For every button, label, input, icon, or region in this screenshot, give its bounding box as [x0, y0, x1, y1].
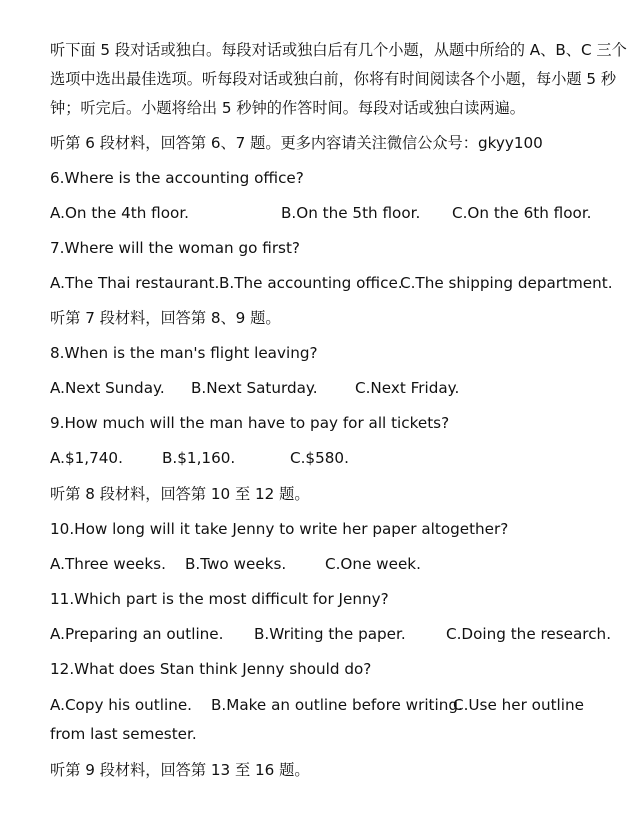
section-9-heading: 听第 9 段材料，回答第 13 至 16 题。 — [50, 761, 310, 779]
option-b: B.Writing the paper. — [254, 625, 406, 643]
question-7-options — [0, 273, 640, 293]
question-9: 9.How much will the man have to pay for all tickets? — [50, 414, 450, 432]
option-c: C.Use her outline — [453, 696, 584, 714]
question-12-options — [0, 695, 640, 715]
question-6: 6.Where is the accounting office? — [50, 169, 304, 187]
question-10-options — [0, 554, 640, 574]
option-c: C.One week. — [325, 555, 421, 573]
option-c: C.Next Friday. — [355, 379, 460, 397]
section-6-heading: 听第 6 段材料，回答第 6、7 题。更多内容请关注微信公众号：gkyy100 — [50, 134, 543, 152]
question-9-options — [0, 448, 640, 468]
instructions-line-3: 钟；听完后。小题将给出 5 秒钟的作答时间。每段对话或独白读两遍。 — [50, 99, 525, 117]
option-a: A.On the 4th floor. — [50, 204, 190, 222]
option-b: B.Two weeks. — [185, 555, 287, 573]
option-c: C.$580. — [290, 449, 349, 467]
option-b: B.Make an outline before writing. — [211, 696, 463, 714]
instructions-line-2: 选项中选出最佳选项。听每段对话或独白前，你将有时间阅读各个小题，每小题 5 秒 — [50, 70, 617, 88]
option-a: A.$1,740. — [50, 449, 123, 467]
question-12-option-c-continued: from last semester. — [50, 725, 197, 743]
instructions-line-1: 听下面 5 段对话或独白。每段对话或独白后有几个小题，从题中所给的 A、B、C 三个 — [50, 41, 627, 59]
option-c: C.Doing the research. — [446, 625, 612, 643]
option-b: B.Next Saturday. — [191, 379, 318, 397]
section-8-heading: 听第 8 段材料，回答第 10 至 12 题。 — [50, 485, 310, 503]
option-c: C.The shipping department. — [400, 274, 613, 292]
question-11-options — [0, 624, 640, 644]
option-b: B.The accounting office. — [219, 274, 403, 292]
question-10: 10.How long will it take Jenny to write her paper altogether? — [50, 520, 509, 538]
option-a: A.Preparing an outline. — [50, 625, 224, 643]
option-a: A.The Thai restaurant. — [50, 274, 220, 292]
question-12: 12.What does Stan think Jenny should do? — [50, 660, 372, 678]
option-a: A.Copy his outline. — [50, 696, 192, 714]
option-a: A.Next Sunday. — [50, 379, 165, 397]
section-7-heading: 听第 7 段材料，回答第 8、9 题。 — [50, 309, 281, 327]
question-8: 8.When is the man's flight leaving? — [50, 344, 318, 362]
option-b: B.$1,160. — [162, 449, 236, 467]
question-8-options — [0, 378, 640, 398]
option-c: C.On the 6th floor. — [452, 204, 592, 222]
option-a: A.Three weeks. — [50, 555, 166, 573]
option-b: B.On the 5th floor. — [281, 204, 421, 222]
question-11: 11.Which part is the most difficult for Jenny? — [50, 590, 389, 608]
question-6-options — [0, 203, 640, 223]
question-7: 7.Where will the woman go first? — [50, 239, 300, 257]
